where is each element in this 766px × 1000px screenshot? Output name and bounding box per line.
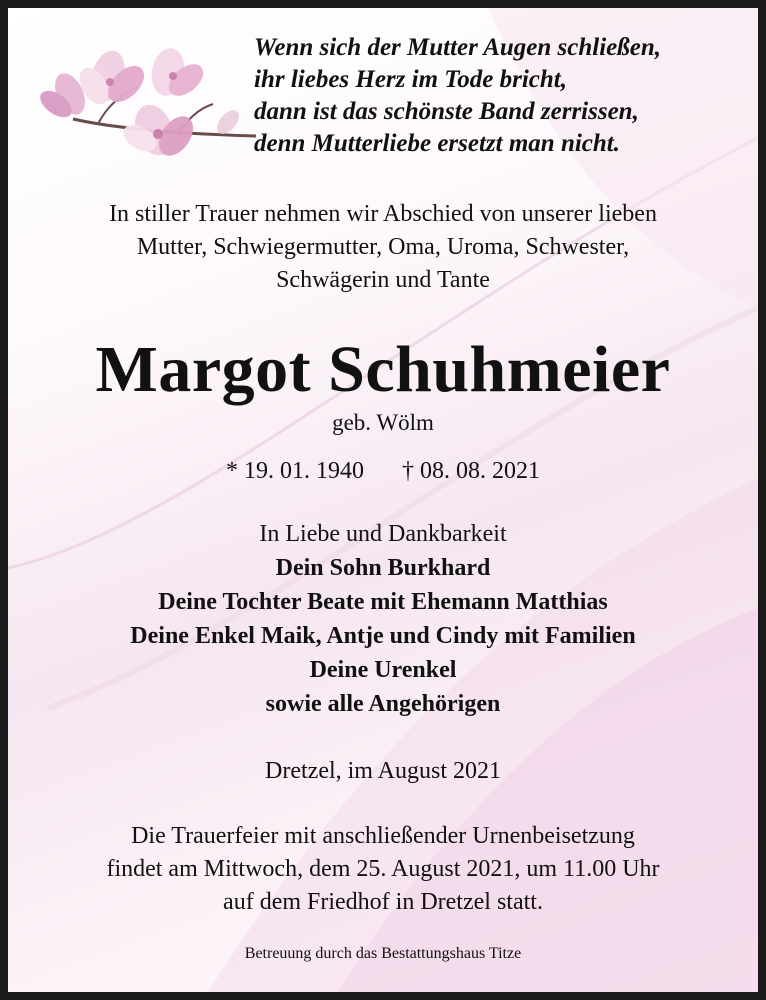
birth-date: * 19. 01. 1940 xyxy=(226,458,364,484)
magnolia-flower-icon xyxy=(28,34,260,164)
mourners xyxy=(8,517,758,721)
intro-text xyxy=(8,198,758,297)
place-date: Dretzel, im August 2021 xyxy=(265,758,501,784)
mourner-line: Dein Sohn Burkhard xyxy=(275,555,491,581)
service-line: findet am Mittwoch, dem 25. August 2021, um 11.00 Uhr xyxy=(106,856,660,882)
intro-line: Mutter, Schwiegermutter, Oma, Uroma, Schwester, xyxy=(136,234,630,260)
service-line: auf dem Friedhof in Dretzel statt. xyxy=(223,889,543,915)
service-line: Die Trauerfeier mit anschließender Urnenbeisetzung xyxy=(131,823,635,849)
mourner-line: Deine Tochter Beate mit Ehemann Matthias xyxy=(158,589,608,615)
mourner-line: Deine Enkel Maik, Antje und Cindy mit Familien xyxy=(130,623,636,649)
mourner-line: sowie alle Angehörigen xyxy=(265,691,501,717)
poem-line: denn Mutterliebe ersetzt man nicht. xyxy=(254,130,621,157)
funeral-service-info xyxy=(8,820,758,919)
undertaker-credit: Betreuung durch das Bestattungshaus Titze xyxy=(244,945,522,962)
maiden-name: geb. Wölm xyxy=(332,410,434,435)
poem-line: ihr liebes Herz im Tode bricht, xyxy=(254,66,567,93)
mourner-line: Deine Urenkel xyxy=(309,657,457,683)
poem-line: Wenn sich der Mutter Augen schließen, xyxy=(254,34,661,61)
poem xyxy=(254,32,744,160)
intro-line: Schwägerin und Tante xyxy=(276,267,490,293)
life-dates xyxy=(8,455,758,487)
death-date: † 08. 08. 2021 xyxy=(402,458,540,484)
mourners-intro: In Liebe und Dankbarkeit xyxy=(259,521,507,547)
deceased-name: Margot Schuhmeier xyxy=(95,333,671,406)
poem-line: dann ist das schönste Band zerrissen, xyxy=(254,98,639,125)
intro-line: In stiller Trauer nehmen wir Abschied von unserer lieben xyxy=(109,201,657,227)
